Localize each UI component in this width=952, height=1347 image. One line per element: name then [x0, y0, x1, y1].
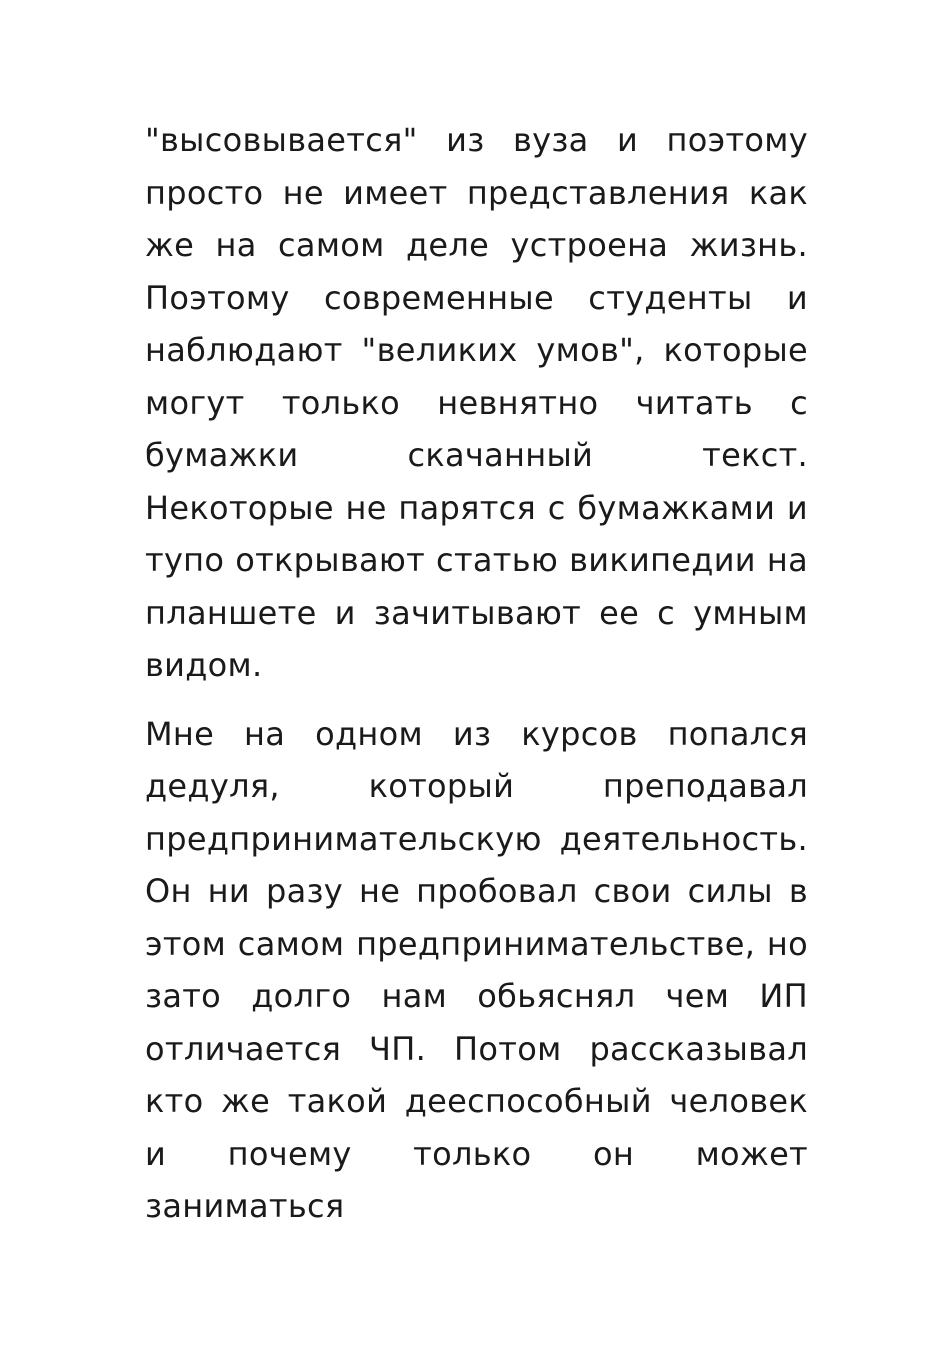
- document-page: [145, 114, 808, 1233]
- paragraph-1: "высовывается" из вуза и поэтому просто не имеет представления как же на самом деле устроена жизнь. Поэтому современные студенты и наблюдают "великих умов", которые могут только невнятно читать с бумажки скачанный текст. Некоторые не парятся с бумажками и тупо открывают статью википедии на планшете и зачитывают ее с умным видом.: [145, 121, 808, 684]
- paragraph-2: Мне на одном из курсов попался дедуля, который преподавал предпринимательскую деятельность. Он ни разу не пробовал свои силы в этом самом предпринимательстве, но зато долго нам обьяснял чем ИП отличается ЧП. Потом рассказывал кто же такой дееспособный человек и почему только он может заниматься: [145, 714, 808, 1225]
